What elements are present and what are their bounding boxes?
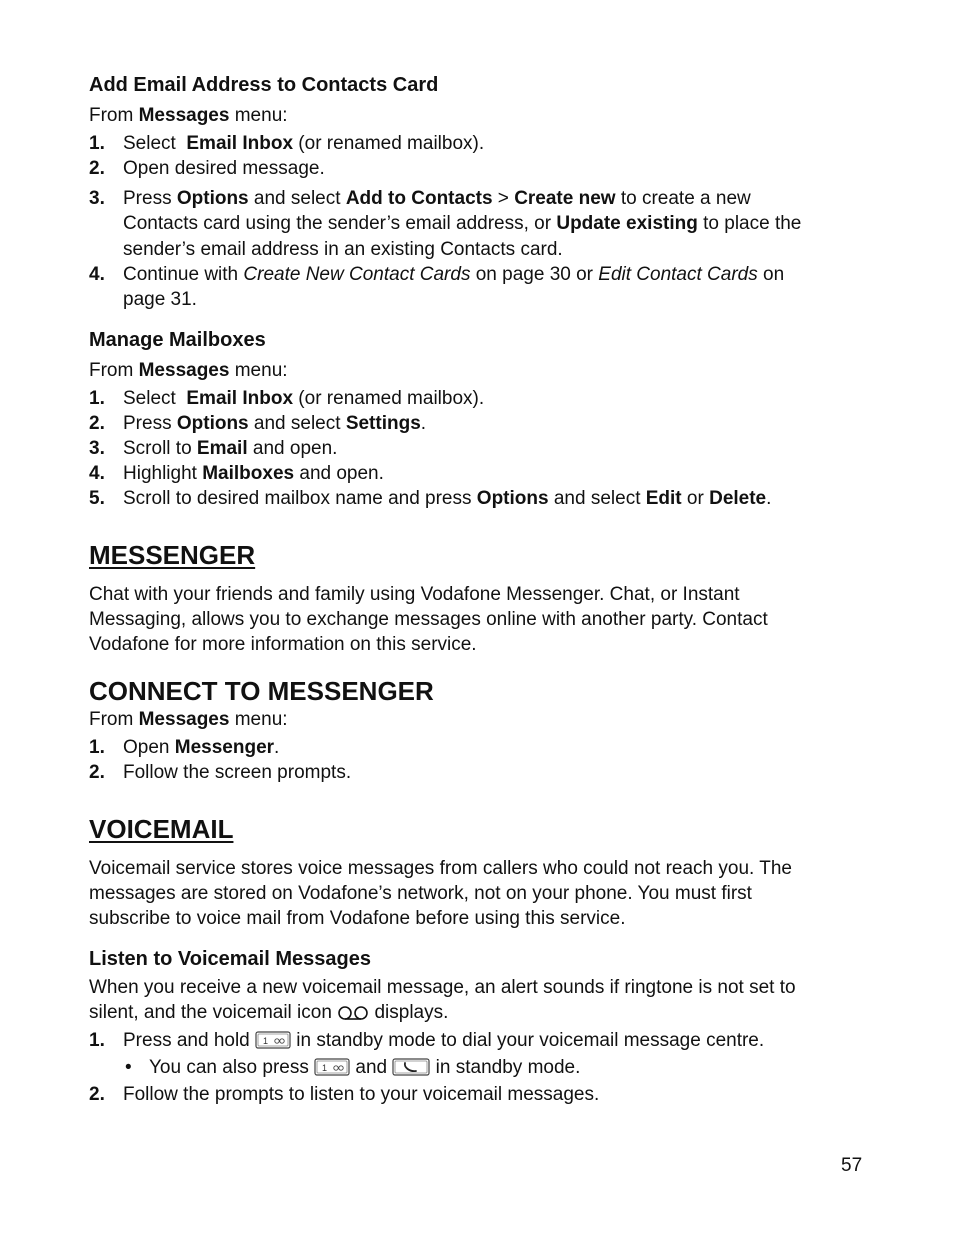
voicemail-icon — [337, 1003, 369, 1028]
heading-add-email: Add Email Address to Contacts Card — [89, 74, 439, 96]
svg-text:1: 1 — [263, 1036, 269, 1046]
listen-paragraph-line: silent, and the voicemail icon displays. — [89, 1000, 864, 1028]
heading-voicemail: VOICEMAIL — [89, 814, 234, 844]
voicemail-paragraph-line: subscribe to voice mail from Vodafone before using this service. — [89, 908, 626, 929]
from-messages-menu-2: From Messages menu: — [89, 360, 288, 381]
voicemail-paragraph-line: messages are stored on Vodafone’s network, not on your phone. You must first — [89, 883, 752, 904]
key-1-icon — [314, 1058, 350, 1083]
heading-manage-mailboxes: Manage Mailboxes — [89, 329, 266, 351]
from-messages-menu-3: From Messages menu: — [89, 709, 288, 730]
heading-messenger: MESSENGER — [89, 540, 256, 570]
messenger-paragraph-line: Vodafone for more information on this service. — [89, 634, 477, 655]
listen-paragraph-line: When you receive a new voicemail message, an alert sounds if ringtone is not set to — [89, 977, 796, 998]
svg-text:1: 1 — [322, 1063, 328, 1073]
page-number: 57 — [841, 1155, 863, 1176]
voicemail-paragraph-line: Voicemail service stores voice messages from callers who could not reach you. The — [89, 858, 792, 879]
heading-listen-voicemail: Listen to Voicemail Messages — [89, 948, 371, 970]
messenger-paragraph-line: Chat with your friends and family using Vodafone Messenger. Chat, or Instant — [89, 584, 740, 605]
messenger-paragraph-line: Messaging, allows you to exchange messages online with another party. Contact — [89, 609, 768, 630]
heading-connect-to-messenger: CONNECT TO MESSENGER — [89, 676, 434, 706]
key-1-icon — [255, 1031, 291, 1056]
from-messages-menu-1: From Messages menu: — [89, 105, 288, 126]
send-key-icon — [392, 1058, 430, 1083]
